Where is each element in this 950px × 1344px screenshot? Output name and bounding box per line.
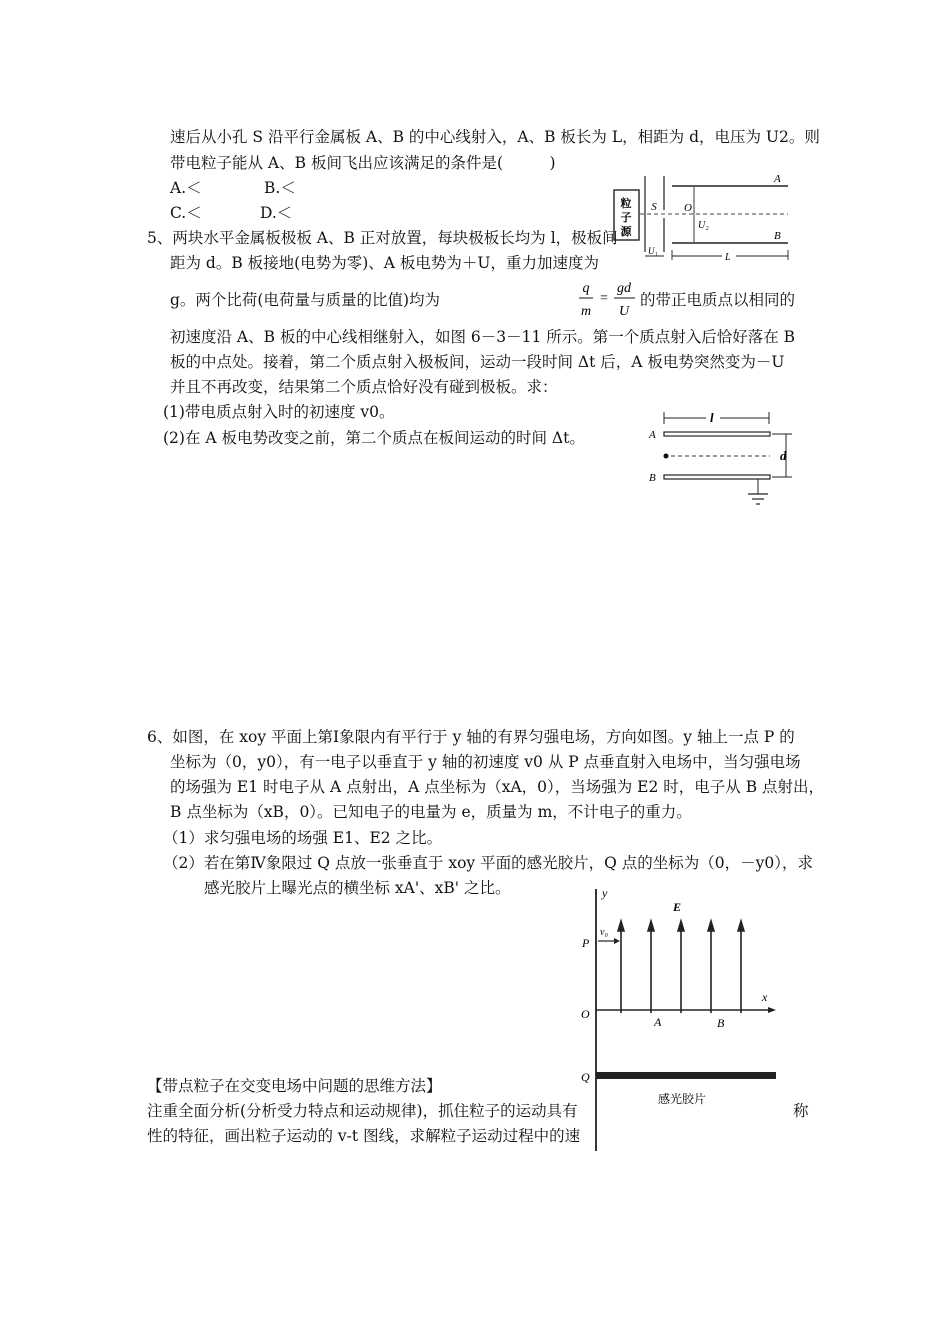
point-o-label: O <box>684 202 692 214</box>
q5-line-4: 初速度沿 A、B 板的中心线相继射入，如图 6－3－11 所示。第一个质点射入后恰好落在 B <box>170 328 796 346</box>
q5-line-3: g。两个比荷(电荷量与质量的比值)均为 <box>170 291 441 309</box>
q4-line-1: 速后从小孔 S 沿平行金属板 A、B 的中心线射入，A、B 板长为 L，相距为 d，电压为 U2。则 <box>170 128 820 146</box>
particle-dot <box>664 454 669 459</box>
plate-a-label: A <box>774 173 781 185</box>
field-lines <box>618 921 744 1013</box>
q5-line-3-tail: 的带正电质点以相同的 <box>640 291 796 309</box>
plate-b-label: B <box>649 472 656 484</box>
y-axis-label: y <box>602 886 608 900</box>
formula-u: U <box>618 304 630 319</box>
plate-a <box>664 432 770 436</box>
source-label-2: 子 <box>620 212 632 224</box>
point-q-label: Q <box>581 1070 590 1084</box>
q6-line-3: 的场强为 E1 时电子从 A 点射出，A 点坐标为（xA，0），当场强为 E2 时，电子从 B 点射出， <box>170 778 825 796</box>
plate-b <box>664 475 770 479</box>
q5-line-1: 5、两块水平金属板极板 A、B 正对放置，每块极板长均为 l，极板间 <box>147 229 618 247</box>
u1-label: U₁ <box>648 246 658 256</box>
source-label-1: 粒 <box>620 198 632 210</box>
q4-line-2: 带电粒子能从 A、B 板间飞出应该满足的条件是( ) <box>170 154 556 172</box>
q4-option-c: C.＜ <box>170 204 202 222</box>
q6-subquestion-2-cont: 感光胶片上曝光点的横坐标 xA'、xB' 之比。 <box>204 879 511 897</box>
q4-option-b: B.＜ <box>264 179 296 197</box>
q6-subquestion-1: （1）求匀强电场的场强 E1、E2 之比。 <box>163 829 443 847</box>
q4-option-a: A.＜ <box>170 179 202 197</box>
q5-line-6: 并且不再改变，结果第二个质点恰好没有碰到极板。求： <box>170 378 558 396</box>
photosensitive-film <box>596 1072 776 1079</box>
plate-a-label: A <box>649 429 656 441</box>
method-line-2: 性的特征，画出粒子运动的 v-t 图线，求解粒子运动过程中的速 <box>147 1127 581 1145</box>
film-label: 感光胶片 <box>658 1092 707 1106</box>
q6-line-4: B 点坐标为（xB，0）。已知电子的电量为 e，质量为 m，不计电子的重力。 <box>170 803 692 821</box>
q4-option-d: D.＜ <box>260 204 293 222</box>
gap-d-label: d <box>780 448 787 463</box>
q5-line-2: 距为 d。B 板接地(电势为零)、A 板电势为＋U，重力加速度为 <box>170 254 599 272</box>
formula-q: q <box>582 281 590 296</box>
source-label-3: 源 <box>620 226 632 238</box>
q5-subquestion-1: (1)带电质点射入时的初速度 v0。 <box>163 403 395 421</box>
formula-m: m <box>580 304 592 319</box>
method-line-1-right: 称 <box>793 1102 809 1120</box>
u2-label: U₂ <box>698 220 709 231</box>
q5-line-5: 板的中点处。接着，第二个质点射入极板间，运动一段时间 Δt 后，A 板电势突然变为－U <box>170 353 785 371</box>
point-p-label: P <box>582 936 590 950</box>
plate-b-label: B <box>774 230 781 242</box>
q6-line-1: 6、如图，在 xoy 平面上第Ⅰ象限内有平行于 y 轴的有界匀强电场，方向如图。y 轴上一点 P 的 <box>147 728 795 746</box>
field-e-label: E <box>673 900 682 914</box>
q6-subquestion-2: （2）若在第Ⅳ象限过 Q 点放一张垂直于 xoy 平面的感光胶片，Q 点的坐标为（0，－y0），求 <box>163 854 813 872</box>
q6-line-2: 坐标为（0，y0），有一电子以垂直于 y 轴的初速度 v0 从 P 点垂直射入电场中，当匀强电场 <box>170 753 801 771</box>
formula-gd: gd <box>617 281 631 296</box>
hole-s-label: S <box>651 201 657 213</box>
deflection-plates-figure <box>612 170 802 264</box>
point-b-label: B <box>717 1016 725 1030</box>
parallel-plates-figure <box>646 408 806 510</box>
v0-label: v₀ <box>600 927 608 938</box>
charge-ratio-formula <box>578 276 640 320</box>
field-film-figure <box>578 885 788 1153</box>
method-title: 【带点粒子在交变电场中问题的思维方法】 <box>147 1077 442 1095</box>
formula-equals: = <box>600 291 608 306</box>
method-line-1: 注重全面分析(分析受力特点和运动规律)，抓住粒子的运动具有 <box>147 1102 578 1120</box>
length-l-label: l <box>710 410 714 425</box>
origin-o-label: O <box>581 1007 590 1021</box>
l-label: L <box>725 252 731 263</box>
q5-subquestion-2: (2)在 A 板电势改变之前，第二个质点在板间运动的时间 Δt。 <box>163 429 585 447</box>
point-a-label: A <box>654 1015 662 1029</box>
x-axis-label: x <box>762 990 768 1004</box>
